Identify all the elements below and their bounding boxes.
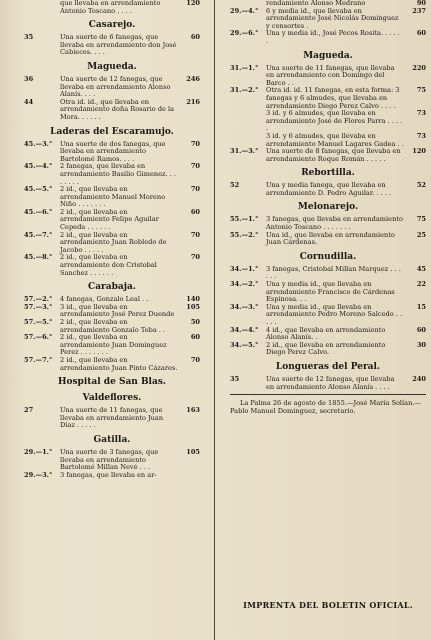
lot-description: Una id., que llevaba en arrendamiento Juan Cárdenas. [266, 230, 395, 247]
lot-value: 60 [190, 207, 200, 216]
lot-description: 2 id., que llevaba en arrendamiento Juan Pinto Cázares. [60, 355, 178, 372]
lot-entry [24, 254, 200, 277]
lot-description: 2 id., que llevaba en arrendamiento Gonzalo Teba . . [60, 318, 166, 334]
lot-description: Una suerte de 8 fanegas, que llevaba en arrendamiento Roque Román . . . . . [266, 147, 401, 163]
lot-entry [24, 163, 200, 186]
lot-number [24, 0, 60, 15]
lot-description: 2 id., que llevaba en arrendamiento Felipe Aguilar Cepeda . . . . . . [60, 207, 159, 232]
lot-value: 70 [190, 230, 200, 239]
section-heading: Hospital de San Blas. [57, 377, 167, 388]
lot-value: 105 [186, 302, 200, 311]
lot-description: Una y media id., que llevaba en arrendamiento Pedro Moreno Salcedo . . . . . [266, 302, 403, 326]
lot-number: 45.—6.° [24, 207, 53, 216]
lot-number: 31.—1.° [230, 63, 259, 72]
lot-value: 52 [416, 181, 426, 190]
lot-number: 55.—1.° [230, 215, 259, 224]
lot-value: 60 [416, 325, 426, 334]
lot-number: 29.—6.° [230, 29, 259, 38]
lot-description: Otra id. id., que llevaba en arrendamiento doña Rosario de la Mora. . . . . . [60, 97, 175, 121]
section-heading: Melonarejo. [297, 202, 359, 213]
lot-number: 34.—1.° [230, 264, 259, 273]
lot-entry [230, 376, 426, 391]
lot-number: 34.—5.° [230, 340, 259, 349]
lot-value: 216 [186, 97, 200, 106]
lot-entry [230, 30, 426, 45]
lot-entry [24, 99, 200, 122]
lot-number: 57.—2.° [24, 295, 53, 304]
section-heading: Magueda. [87, 61, 137, 72]
lot-description: 2 fanegas, que llevaba en arrendamiento Basilio Gimenez. . . . . . . . [60, 162, 176, 186]
lot-description: 6 y media id., que llevaba en arrendamiento José Nicolás Dominguez y consortes . [266, 6, 399, 30]
lot-value: 70 [190, 253, 200, 262]
lot-value: 73 [416, 131, 426, 140]
lot-description: Una suerte de 3 fanegas, que llevaba en arrendamiento Bartolomé Millan Nevé . . . [60, 447, 159, 472]
lot-number: 29.—4.° [230, 6, 259, 15]
column-divider [214, 0, 215, 640]
lot-description: Otra id. id. 11 fanegas, en esta forma: 3 fanegas y 6 almudes, que llevaba en arrendamiento Diego Perez Calvo . . . . [266, 86, 400, 110]
lot-entry [24, 209, 200, 232]
lot-entry [230, 342, 426, 357]
lot-value: 70 [190, 185, 200, 194]
section-heading: Carabaja. [88, 282, 136, 293]
lot-number: 57.—6.° [24, 333, 53, 342]
lot-number: 31.—3.° [230, 147, 259, 156]
lot-value: 163 [186, 406, 200, 415]
lot-value: 30 [416, 340, 426, 349]
lot-number: 45.—8.° [24, 253, 53, 262]
lot-value: 220 [412, 63, 426, 72]
lot-entry [24, 319, 200, 334]
lot-description: 3 id., que llevaba en arrendamiento José Perez Duende [60, 302, 175, 319]
lot-description: 3 id. y 6 almudes, que llevaba en arrendamiento José de Flores Parra . . . . . [266, 109, 403, 133]
lot-number: 45.—3.° [24, 139, 53, 148]
lot-number: 31.—2.° [230, 86, 259, 95]
lot-number: 57.—3.° [24, 302, 53, 311]
section-heading: Casarejo. [88, 20, 136, 31]
lot-number: 35 [24, 33, 34, 42]
right-column [230, 0, 426, 640]
lot-description: Una suerte de dos fanegas, que llevaba en arrendamiento Bartolomé Ramos. . . . [60, 139, 166, 163]
lot-description: Una suerte de 6 fanegas, que llevaba en arrendamiento don José Cabieces. . . . [60, 33, 177, 57]
lot-value: 60 [416, 29, 426, 38]
lot-value: 120 [186, 0, 200, 7]
section-heading: Magueda. [303, 50, 353, 61]
lot-value: 73 [416, 109, 426, 118]
lot-value: 75 [416, 215, 426, 224]
lot-number: 27 [24, 406, 34, 415]
lot-description: Una suerte de 12 fanegas, que llevaba en arrendamiento Alonso Alanís. . . . [60, 74, 171, 99]
left-column [24, 0, 200, 640]
lot-entry [24, 472, 200, 480]
lot-number: 45.—5.° [24, 185, 53, 194]
lot-entry [230, 266, 426, 281]
lot-entry [24, 76, 200, 99]
lot-number: 45.—7.° [24, 230, 53, 239]
lot-value: 237 [412, 6, 426, 15]
lot-value: 60 [190, 33, 200, 42]
lot-description: 2 id., que llevaba en arrendamiento Manuel Moreno Niño . . . . . . . [60, 185, 166, 209]
lot-number: 34.—4.° [230, 325, 259, 334]
lot-entry [24, 0, 200, 15]
lot-entry [230, 110, 426, 133]
lot-entry [24, 449, 200, 472]
section-heading: Rebortilla. [301, 168, 355, 179]
lot-entry [24, 186, 200, 209]
lot-entry [230, 304, 426, 327]
lot-description: 3 fanegas, Cristobal Millan Marquez . . . . . . [266, 264, 401, 281]
section-heading: Valdeflores. [82, 393, 142, 404]
imprint-line: IMPRENTA DEL BOLETIN OFICIAL. [243, 600, 413, 610]
lot-number: 52 [230, 181, 240, 190]
lot-number: 29.—1.° [24, 447, 53, 456]
lot-value: 240 [412, 374, 426, 383]
signature-footer: La Palma 26 de agosto de 1855.—José María Solían.—Pablo Manuel Dominguez, secretario. [230, 399, 422, 416]
lot-number [230, 133, 266, 148]
section-heading: Longueras del Peral. [275, 361, 381, 372]
lot-entry [230, 87, 426, 110]
lot-value [180, 472, 200, 480]
lot-description: Una y media fanega, que llevaba en arrendamiento D. Pedro Aguilar. . . . . [266, 181, 392, 197]
lot-number: 34.—2.° [230, 280, 259, 289]
section-heading: Cornudilla. [299, 251, 357, 262]
lot-description: Una suerte de 12 fanegas, que llevaba en arrendamiento Alonso Alanís . . . . [266, 374, 395, 391]
lot-number: 29.—3.° [24, 470, 53, 479]
lot-value: 90 [416, 0, 426, 7]
lot-entry [24, 141, 200, 164]
lot-description: 3 id. y 6 almudes, que llevaba en arrendamiento Manuel Lagares Gadea . . [266, 131, 404, 148]
lot-number: 57.—5.° [24, 318, 53, 326]
lot-value: 45 [416, 264, 426, 273]
lot-value: 60 [190, 333, 200, 342]
lot-entry [24, 357, 200, 372]
lot-description: 2 id., que llevaba en arrendamiento Juan Dominguez Perez . . . . . . . [60, 333, 167, 357]
lot-number: 45.—4.° [24, 162, 53, 171]
lot-entry [230, 8, 426, 31]
lot-number: 35 [230, 374, 240, 383]
lot-entry [230, 148, 426, 163]
lot-entry [230, 216, 426, 231]
lot-entry [24, 304, 200, 319]
lot-description: Una suerte de 11 fanegas, que llevaba en arrendamiento con Domingo del Barco . . [266, 63, 395, 87]
lot-description: que llevaba en arrendamiento Antonio Toscano . . . . [60, 0, 161, 15]
lot-description: rendamiento Alonso Medrano [266, 0, 366, 7]
lot-value: 70 [190, 139, 200, 148]
lot-value: 50 [190, 318, 200, 326]
lot-value: 140 [186, 295, 200, 304]
lot-description: 4 fanegas, Gonzalo Leal . . [60, 295, 149, 304]
lot-entry [230, 182, 426, 197]
lot-value: 246 [186, 74, 200, 83]
lot-number: 57.—7.° [24, 355, 53, 364]
lot-description: 3 fanegas, que llevaba en arrendamiento Antonio Toscano . . . . . . . [266, 215, 403, 232]
section-heading: Gatilla. [93, 434, 131, 445]
lot-value: 25 [416, 230, 426, 239]
footer-rule [230, 394, 426, 395]
lot-description: 2 id., que llevaba en arrendamiento don Cristobal Sanchez . . . . . . [60, 253, 157, 277]
lot-description: 2 id., que llevaba en arrendamiento Juan Robledo de Jacobo . . . . . [60, 230, 167, 254]
lot-value: 75 [416, 86, 426, 95]
lot-entry [230, 281, 426, 304]
lot-value: 105 [186, 447, 200, 456]
lot-number: 44 [24, 97, 34, 106]
lot-entry [230, 133, 426, 148]
lot-value: 70 [190, 162, 200, 171]
lot-number [230, 110, 266, 133]
lot-description: 4 id., que llevaba en arrendamiento Alonso Alanís. . [266, 325, 386, 342]
lot-description: 2 id., que llevaba en arrendamiento Diego Perez Calvo. [266, 340, 386, 357]
lot-description: 3 fanegas, que llevaba en ar- [60, 470, 157, 479]
lot-entry [24, 34, 200, 57]
section-heading: Laderas del Escaramujo. [50, 126, 174, 137]
lot-entry [24, 407, 200, 430]
lot-number: 36 [24, 74, 34, 83]
lot-entry [24, 232, 200, 255]
lot-entry [230, 65, 426, 88]
lot-entry [230, 327, 426, 342]
lot-description: Una y media id., José Pecos Rosita. . . . . . [266, 29, 400, 45]
lot-entry [24, 334, 200, 357]
lot-value: 15 [416, 302, 426, 311]
lot-value: 120 [412, 147, 426, 156]
lot-description: Una y media id., que llevaba en arrendamiento Francisco de Cárdenas Espinosa. . . [266, 280, 395, 304]
lot-value: 70 [190, 355, 200, 364]
lot-number: 55.—2.° [230, 230, 259, 239]
lot-description: Una suerte de 11 fanegas, que llevaba en arrendamiento Juan Díaz . . . . . [60, 406, 164, 430]
lot-entry [230, 232, 426, 247]
lot-number: 34.—3.° [230, 302, 259, 311]
lot-value: 22 [416, 280, 426, 289]
